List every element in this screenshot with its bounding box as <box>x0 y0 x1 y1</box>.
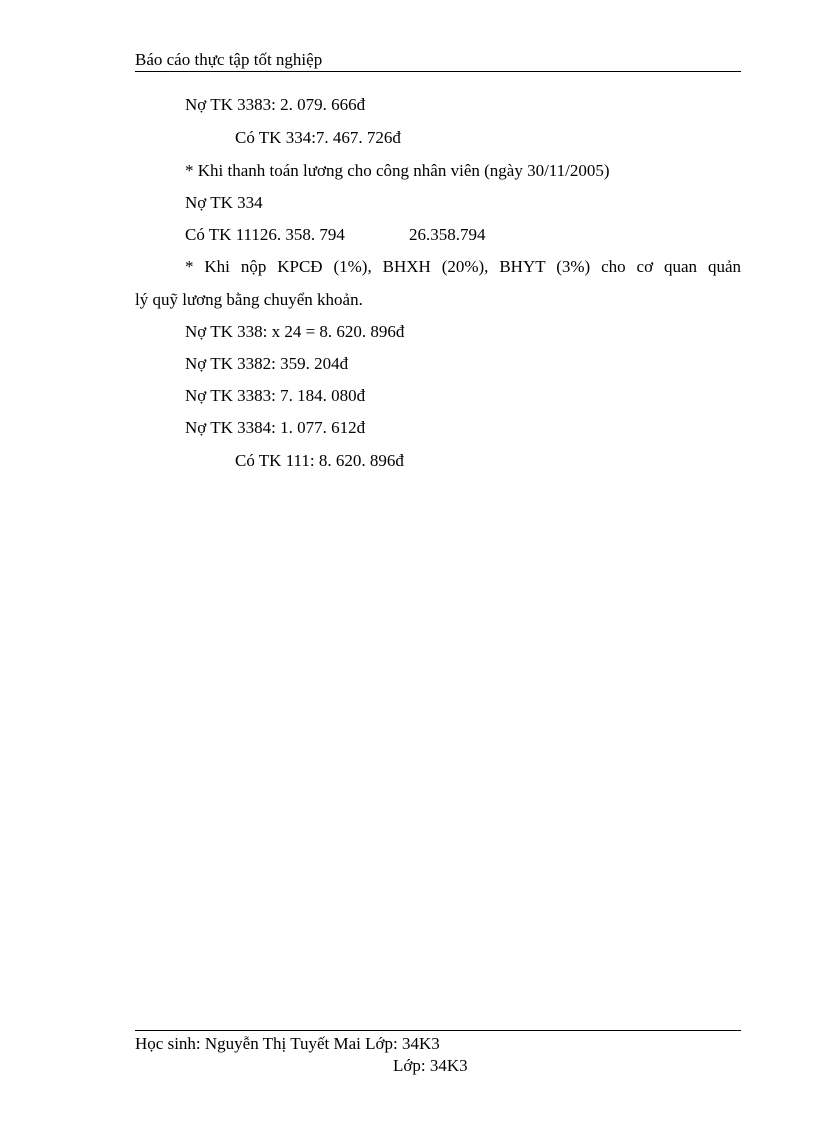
header-title: Báo cáo thực tập tốt nghiệp <box>135 50 323 69</box>
text-line: Có TK 334:7. 467. 726đ <box>235 128 401 147</box>
text-line <box>185 224 485 246</box>
text-segment: 26.358.794 <box>408 225 486 244</box>
text-line: * Khi thanh toán lương cho công nhân viên (ngày 30/11/2005) <box>185 161 610 180</box>
text-line: * Khi nộp KPCĐ (1%), BHXH (20%), BHYT (3%) cho cơ quan quản <box>185 257 741 276</box>
text-line: Nợ TK 3383: 7. 184. 080đ <box>185 386 366 405</box>
text-line: Nợ TK 3383: 2. 079. 666đ <box>185 95 366 114</box>
text-line: Nợ TK 338: x 24 = 8. 620. 896đ <box>185 322 405 341</box>
footer-divider <box>135 1030 741 1031</box>
text-line: Có TK 111: 8. 620. 896đ <box>235 451 404 470</box>
text-line: Nợ TK 3384: 1. 077. 612đ <box>185 418 366 437</box>
text-line: Nợ TK 334 <box>185 193 263 212</box>
text-line: lý quỹ lương bằng chuyển khoản. <box>135 290 363 309</box>
footer-student: Học sinh: Nguyễn Thị Tuyết Mai Lớp: 34K3 <box>135 1034 440 1053</box>
footer-class: Lớp: 34K3 <box>393 1056 468 1075</box>
text-line: Nợ TK 3382: 359. 204đ <box>185 354 349 373</box>
text-segment: Có TK 11126. 358. 794 <box>185 225 345 244</box>
page-header <box>135 50 741 72</box>
